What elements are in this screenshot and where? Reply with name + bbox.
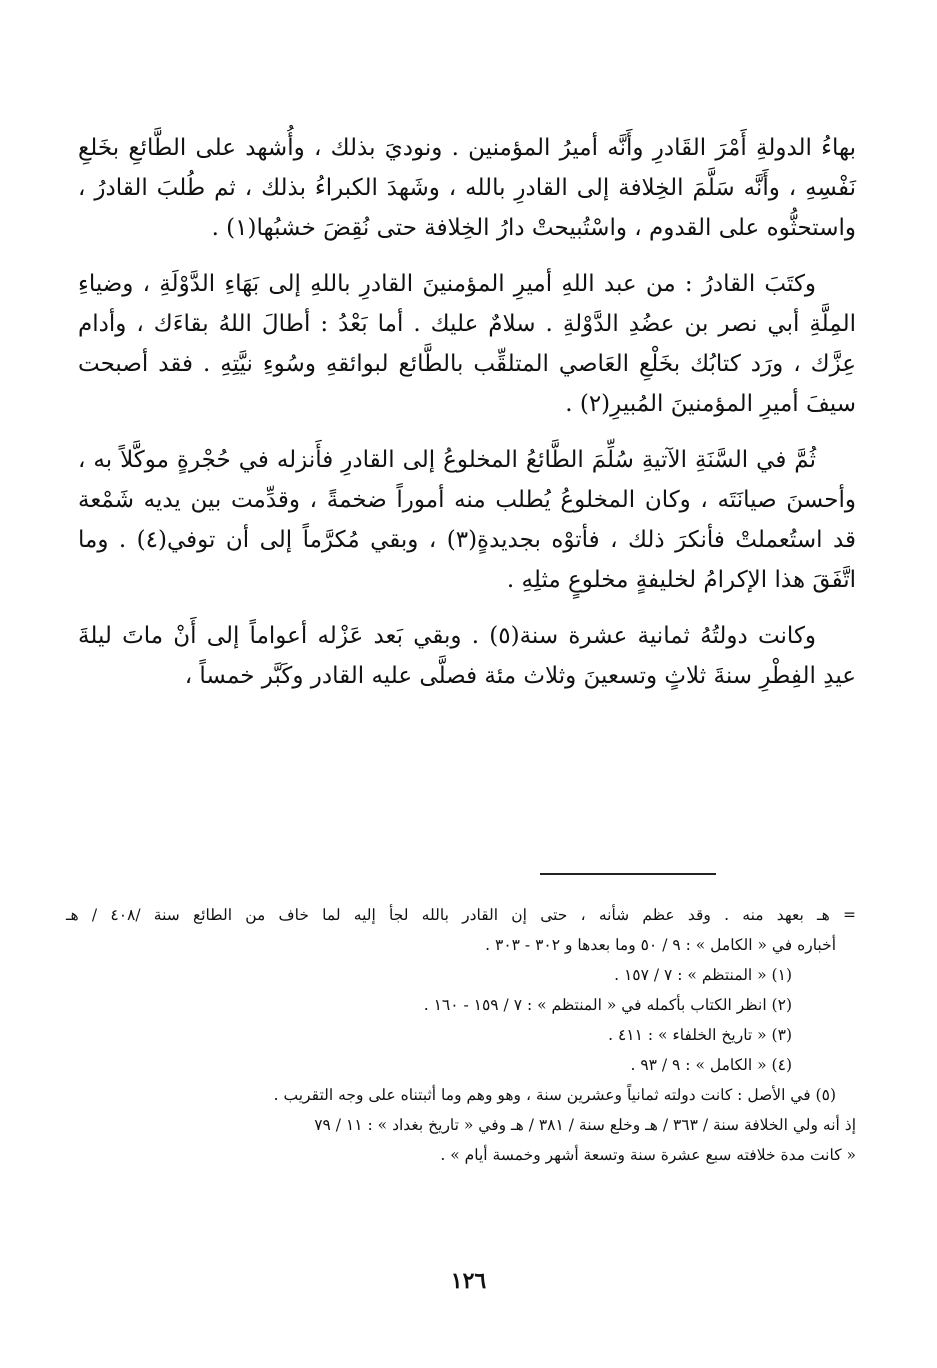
paragraph-4: وكانت دولتُهُ ثمانية عشرة سنة(٥) . وبقي بَعد عَزْله أعواماً إلى أَنْ ماتَ ليلةَ عيدِ الفِطْرِ سنةَ ثلاثٍ وتسعينَ وثلاث مئة فصلَّى عليه القادر وكَبَّر خمساً ، bbox=[78, 623, 856, 689]
footnote-5-line-1: (٥) في الأصل : كانت دولته ثمانياً وعشرين سنة ، وهو وهم وما أثبتناه على وجه التقريب . bbox=[273, 1086, 836, 1104]
footnote-5-line-3: « كانت مدة خلافته سبع عشرة سنة وتسعة أشهر وخمسة أيام » . bbox=[440, 1146, 856, 1164]
footnote-continuation-line-2: أخباره في « الكامل » : ٩ / ٥٠ وما بعدها و ٣٠٢ - ٣٠٣ . bbox=[485, 936, 836, 954]
main-text bbox=[78, 128, 856, 696]
paragraph-2: وكتَبَ القادرُ : من عبد اللهِ أميرِ المؤمنينَ القادرِ باللهِ إلى بَهَاءِ الدَّوْلَةِ ، وضياءِ المِلَّةِ أبي نصر بن عضُدِ الدَّوْلةِ . سلامٌ عليك . أما بَعْدُ : أطالَ اللهُ بقاءَك ، وأدام عِزَّك ، ورَد كتابُك بخَلْعِ العَاصي المتلقِّب بالطَّائع لبوائقهِ وسُوءِ نيَّتِهِ . فقد أصبحت سيفَ أميرِ المؤمنينَ المُبيرِ(٢) . bbox=[78, 271, 856, 417]
footnote-5-line-2: إذ أنه ولي الخلافة سنة / ٣٦٣ / هـ وخلع سنة / ٣٨١ / هـ وفي « تاريخ بغداد » : ١١ / ٧٩ bbox=[314, 1116, 856, 1134]
page-number: ١٢٦ bbox=[450, 1268, 487, 1294]
paragraph-1: بهاءُ الدولةِ أَمْرَ القَادرِ وأَنَّه أميرُ المؤمنين . ونوديَ بذلك ، وأُشهد على الطَّائعِ بخَلعِ نَفْسِهِ ، وأَنَّه سَلَّمَ الخِلافة إلى القادرِ بالله ، وشَهدَ الكبراءُ بذلك ، ثم طُلبَ القادرُ ، واستحثُّوه على القدوم ، واسْتُبيحتْ دارُ الخِلافة حتى نُقِضَ خشبُها(١) . bbox=[78, 135, 856, 241]
footnote-separator bbox=[540, 873, 716, 875]
paragraph-3: ثُمَّ في السَّنَةِ الآتيةِ سُلِّمَ الطَّائعُ المخلوعُ إلى القادرِ فأَنزله في حُجْرةٍ موكَّلاً به ، وأحسنَ صيانَتَه ، وكان المخلوعُ يُطلب منه أموراً ضخمةً ، وقدِّمت بين يديه شَمْعة قد استُعملتْ فأنكرَ ذلك ، فأتوْه بجديدةٍ(٣) ، وبقي مُكرَّماً إلى أن توفي(٤) . وما اتَّفَقَ هذا الإكرامُ لخليفةٍ مخلوعٍ مثلِهِ . bbox=[78, 447, 857, 593]
footnote-continuation-line-1: = هـ بعهد منه . وقد عظم شأنه ، حتى إن القادر بالله لجأ إليه لما خاف من الطائع سنة /٤٠٨ / هـ bbox=[66, 906, 856, 924]
footnote-1: (١) « المنتظم » : ٧ / ١٥٧ . bbox=[614, 966, 792, 984]
footnote-4: (٤) « الكامل » : ٩ / ٩٣ . bbox=[630, 1056, 792, 1074]
footnote-2: (٢) انظر الكتاب بأكمله في « المنتظم » : ٧ / ١٥٩ - ١٦٠ . bbox=[423, 996, 792, 1014]
footnote-3: (٣) « تاريخ الخلفاء » : ٤١١ . bbox=[608, 1026, 792, 1044]
footnotes bbox=[66, 900, 856, 1170]
